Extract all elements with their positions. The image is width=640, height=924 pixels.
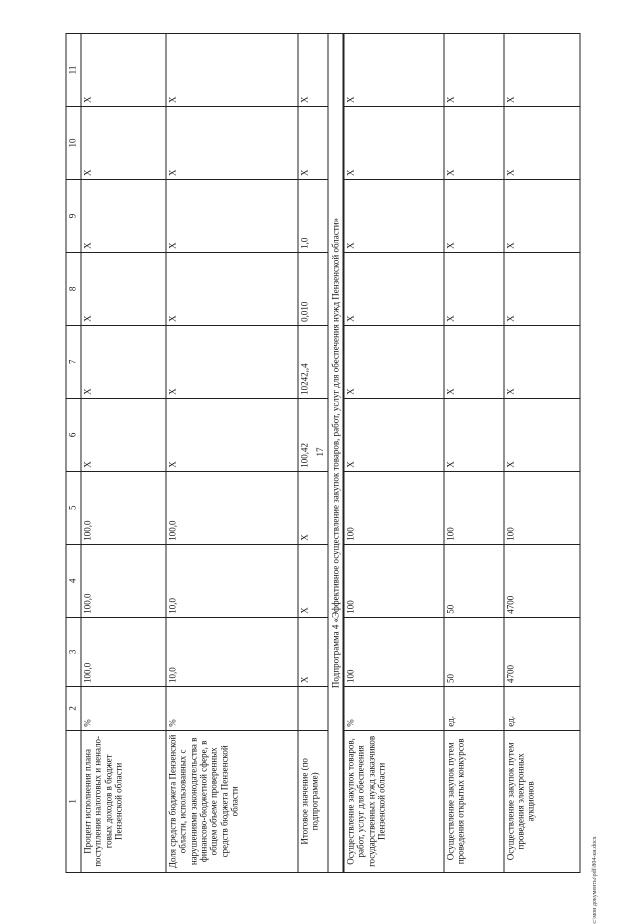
cell: 10242,,4 [298, 325, 328, 398]
cell: 100 [503, 471, 580, 544]
cell: X [443, 252, 503, 325]
cell: 50 [443, 544, 503, 617]
cell: X [298, 107, 328, 180]
cell: X [443, 179, 503, 252]
row-name: Осуществление закупок путем проведения электронных аукционов [503, 730, 580, 872]
cell: 10,0 [166, 544, 298, 617]
row-name: Осуществление закупок товаров, работ, услуг для обеспечения государственных нужд заказчиков Пензенской области [343, 730, 443, 872]
row-name: Осуществление закупок путем проведения открытых конкурсов [443, 730, 503, 872]
cell: % [343, 686, 443, 730]
cell: 100,0 [81, 544, 166, 617]
indicator-table [65, 33, 580, 873]
column-header: 10 [66, 107, 81, 180]
column-header: 7 [66, 325, 81, 398]
cell: X [343, 398, 443, 471]
cell: X [503, 252, 580, 325]
cell: % [81, 686, 166, 730]
cell: X [166, 325, 298, 398]
cell: X [443, 107, 503, 180]
header-row [66, 34, 81, 873]
cell: X [298, 617, 328, 686]
cell: ед. [443, 686, 503, 730]
table-row [298, 34, 328, 873]
cell: X [343, 179, 443, 252]
cell: X [166, 252, 298, 325]
cell: X [343, 325, 443, 398]
cell: X [503, 34, 580, 107]
column-header: 11 [66, 34, 81, 107]
column-header: 1 [66, 730, 81, 872]
cell: % [166, 686, 298, 730]
cell: ед. [503, 686, 580, 730]
cell: 100,0 [166, 471, 298, 544]
subprogram-row [328, 34, 344, 873]
cell: X [503, 325, 580, 398]
cell: 100,42 [298, 398, 328, 471]
page-number: 17 [315, 447, 325, 457]
cell: X [81, 34, 166, 107]
column-header: 2 [66, 686, 81, 730]
sheet [65, 33, 580, 873]
table-row [166, 34, 298, 873]
column-header: 4 [66, 544, 81, 617]
cell: X [298, 34, 328, 107]
cell: X [503, 398, 580, 471]
row-name: Доля средств бюджета Пензенской области, использованных с нарушениями законодательства в финансово-бюджетной сфере, в общем объеме проверенных средств бюджета Пензенской области [166, 730, 298, 872]
cell: X [443, 34, 503, 107]
table-wrap [65, 33, 580, 873]
cell: X [298, 471, 328, 544]
cell: 100 [343, 544, 443, 617]
cell: 0,010 [298, 252, 328, 325]
cell: X [81, 107, 166, 180]
table-row [81, 34, 166, 873]
cell: X [166, 179, 298, 252]
cell: 100,0 [81, 471, 166, 544]
cell: X [343, 34, 443, 107]
row-name: Итоговое значение (по подпрограмме) [298, 730, 328, 872]
cell: X [503, 179, 580, 252]
column-header: 5 [66, 471, 81, 544]
cell [298, 686, 328, 730]
row-name: Процент исполнения плана поступления налоговых и ненало-говых доходов в бюджет Пензенской области [81, 730, 166, 872]
table-row [343, 34, 443, 873]
column-header: 8 [66, 252, 81, 325]
cell: X [81, 252, 166, 325]
cell: X [81, 325, 166, 398]
cell: X [443, 398, 503, 471]
cell: 4700 [503, 617, 580, 686]
cell: 100,0 [81, 617, 166, 686]
footer-path: c:\мои документы\pdf\804-ки.docx [592, 836, 598, 924]
column-header: 9 [66, 179, 81, 252]
table-row [443, 34, 503, 873]
cell: X [166, 34, 298, 107]
table-row [503, 34, 580, 873]
cell: X [343, 107, 443, 180]
cell: X [503, 107, 580, 180]
cell: 1,0 [298, 179, 328, 252]
cell: X [81, 179, 166, 252]
cell: 100 [343, 471, 443, 544]
cell: X [166, 398, 298, 471]
cell: 50 [443, 617, 503, 686]
cell: X [81, 398, 166, 471]
column-header: 3 [66, 617, 81, 686]
cell: X [343, 252, 443, 325]
cell: X [298, 544, 328, 617]
cell: 100 [443, 471, 503, 544]
cell: 10,0 [166, 617, 298, 686]
cell: 100 [343, 617, 443, 686]
subprogram-title: Подпрограмма 4 «Эффективное осуществление закупок товаров, работ, услуг для обеспечения нужд Пензенской области» [328, 34, 344, 873]
column-header: 6 [66, 398, 81, 471]
cell: X [166, 107, 298, 180]
cell: 4700 [503, 544, 580, 617]
cell: X [443, 325, 503, 398]
